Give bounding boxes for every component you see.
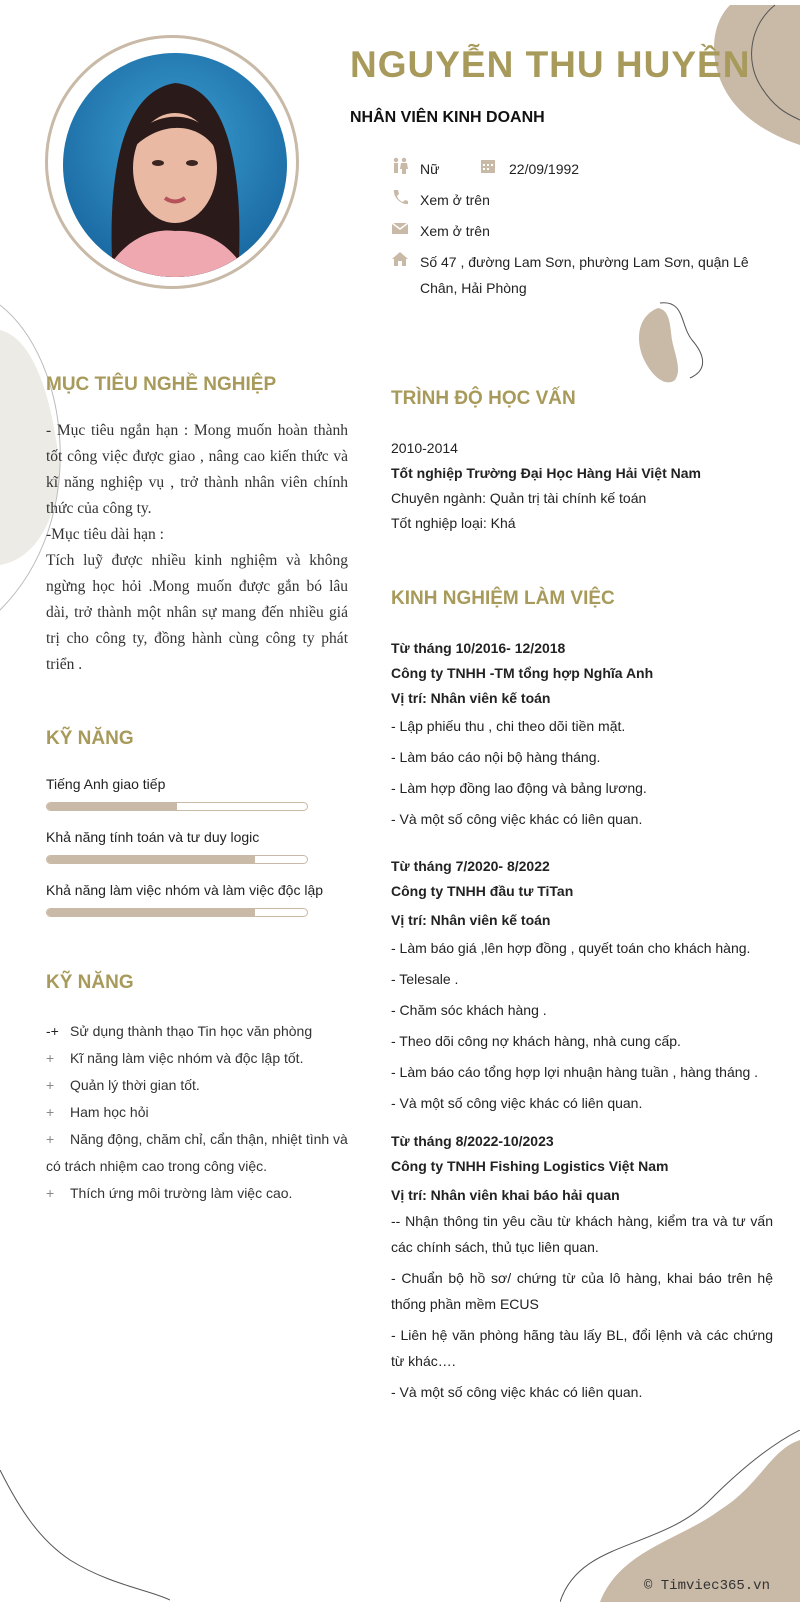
skill-bar: [46, 855, 308, 864]
skill-bar: [46, 908, 308, 917]
gender-icon: [391, 157, 409, 175]
skill-bar-fill: [47, 856, 255, 863]
skills-list: [46, 1018, 348, 1207]
job-duty: - Và một số công việc khác có liên quan.: [391, 1095, 643, 1111]
education-grade: Tốt nghiệp loại: Khá: [391, 515, 516, 531]
education-block: [391, 436, 773, 536]
job-position: Vị trí: Nhân viên kế toán: [391, 912, 551, 928]
gender-value: Nữ: [420, 161, 440, 177]
skills-list-title: KỸ NĂNG: [46, 972, 134, 993]
list-item: + Kĩ năng làm việc nhóm và độc lập tốt.: [46, 1050, 304, 1066]
job-duty: - Theo dõi công nợ khách hàng, nhà cung cấp.: [391, 1033, 681, 1049]
education-school: Tốt nghiệp Trường Đại Học Hàng Hải Việt Nam: [391, 465, 701, 481]
job-entry: [391, 636, 773, 835]
watermark: © Timviec365.vn: [643, 1578, 770, 1594]
job-duty: - Làm báo giá ,lên hợp đồng , quyết toán cho khách hàng.: [391, 940, 751, 956]
home-icon: [391, 250, 409, 268]
job-duty: -- Nhận thông tin yêu cầu từ khách hàng, kiểm tra và tư vấn các chính sách, thủ tục liên quan.: [391, 1213, 773, 1255]
job-duty: - Liên hệ văn phòng hãng tàu lấy BL, đổi lệnh và các chứng từ khác….: [391, 1327, 773, 1369]
address: [420, 249, 749, 301]
skill-bar-fill: [47, 909, 255, 916]
objective-title: MỤC TIÊU NGHỀ NGHIỆP: [46, 374, 277, 395]
job-position: Vị trí: Nhân viên khai báo hải quan: [391, 1187, 620, 1203]
skill-bar-fill: [47, 803, 177, 810]
job-duty: - Và một số công việc khác có liên quan.: [391, 811, 643, 827]
list-item: + Quản lý thời gian tốt.: [46, 1077, 200, 1093]
objective-long-term-label: -Mục tiêu dài hạn :: [46, 526, 164, 543]
list-item: + Năng động, chăm chỉ, cẩn thận, nhiệt tình và có trách nhiệm cao trong công việc.: [46, 1131, 348, 1174]
education-title: TRÌNH ĐỘ HỌC VẤN: [391, 388, 576, 409]
candidate-name: NGUYỄN THU HUYỀN: [350, 44, 751, 85]
address-line: Số 47 , đường Lam Sơn, phường Lam Sơn, quận Lê: [420, 254, 749, 270]
decor-bottom-right: [560, 1430, 800, 1602]
objective-text: [46, 418, 348, 678]
education-years: 2010-2014: [391, 440, 458, 456]
skill-bar: [46, 802, 308, 811]
decor-mid-shape: [630, 300, 720, 395]
education-major: Chuyên ngành: Quản trị tài chính kế toán: [391, 490, 647, 506]
job-duty: - Chuẩn bộ hồ sơ/ chứng từ của lô hàng, khai báo trên hệ thống phần mềm ECUS: [391, 1270, 773, 1312]
avatar: [63, 53, 287, 277]
job-duty: - Chăm sóc khách hàng .: [391, 1002, 547, 1018]
job-duty: - Telesale .: [391, 971, 459, 987]
objective-short-term: - Mục tiêu ngắn hạn : Mong muốn hoàn thành tốt công việc được giao , nâng cao kiến thức và kĩ năng nghiệp vụ , trở thành nhân viên chính thức của công ty.: [46, 422, 348, 517]
job-period: Từ tháng 7/2020- 8/2022: [391, 858, 550, 874]
list-item: + Thích ứng môi trường làm việc cao.: [46, 1185, 293, 1201]
phone-value: Xem ở trên: [420, 192, 490, 208]
job-position: Vị trí: Nhân viên kế toán: [391, 690, 551, 706]
job-period: Từ tháng 8/2022-10/2023: [391, 1133, 554, 1149]
skill-label: Tiếng Anh giao tiếp: [46, 776, 166, 792]
skill-label: Khả năng tính toán và tư duy logic: [46, 829, 260, 845]
job-company: Công ty TNHH -TM tổng hợp Nghĩa Anh: [391, 665, 654, 681]
decor-bottom-left: [0, 1450, 170, 1602]
job-entry: [391, 854, 773, 1119]
experience-title: KINH NGHIỆM LÀM VIỆC: [391, 588, 615, 609]
calendar-icon: [479, 157, 497, 175]
job-duty: - Lập phiếu thu , chi theo dõi tiền mặt.: [391, 718, 626, 734]
list-item: + Ham học hỏi: [46, 1104, 149, 1120]
skill-label: Khả năng làm việc nhóm và làm việc độc lập: [46, 882, 324, 898]
objective-long-term: Tích luỹ được nhiều kinh nghiệm và không ngừng học hỏi .Mong muốn được gắn bó lâu dài, trở thành một nhân sự mang đến nhiều giá trị cho công ty, đồng hành cùng công ty phát triển .: [46, 552, 348, 673]
email-value: Xem ở trên: [420, 223, 490, 239]
job-company: Công ty TNHH đầu tư TiTan: [391, 883, 574, 899]
skills-bars-title: KỸ NĂNG: [46, 728, 134, 749]
job-title: NHÂN VIÊN KINH DOANH: [350, 109, 545, 126]
job-duty: - Làm báo cáo tổng hợp lợi nhuận hàng tuần , hàng tháng .: [391, 1064, 759, 1080]
job-company: Công ty TNHH Fishing Logistics Việt Nam: [391, 1158, 669, 1174]
phone-icon: [391, 188, 409, 206]
job-duty: - Làm hợp đồng lao động và bảng lương.: [391, 780, 647, 796]
dob-value: 22/09/1992: [509, 161, 580, 177]
email-icon: [391, 219, 409, 237]
job-duty: - Và một số công việc khác có liên quan.: [391, 1384, 643, 1400]
job-duty: - Làm báo cáo nội bộ hàng tháng.: [391, 749, 601, 765]
job-entry: [391, 1129, 773, 1405]
job-period: Từ tháng 10/2016- 12/2018: [391, 640, 566, 656]
list-item: -+ Sử dụng thành thạo Tin học văn phòng: [46, 1023, 313, 1039]
address-line: Chân, Hải Phòng: [420, 280, 527, 296]
